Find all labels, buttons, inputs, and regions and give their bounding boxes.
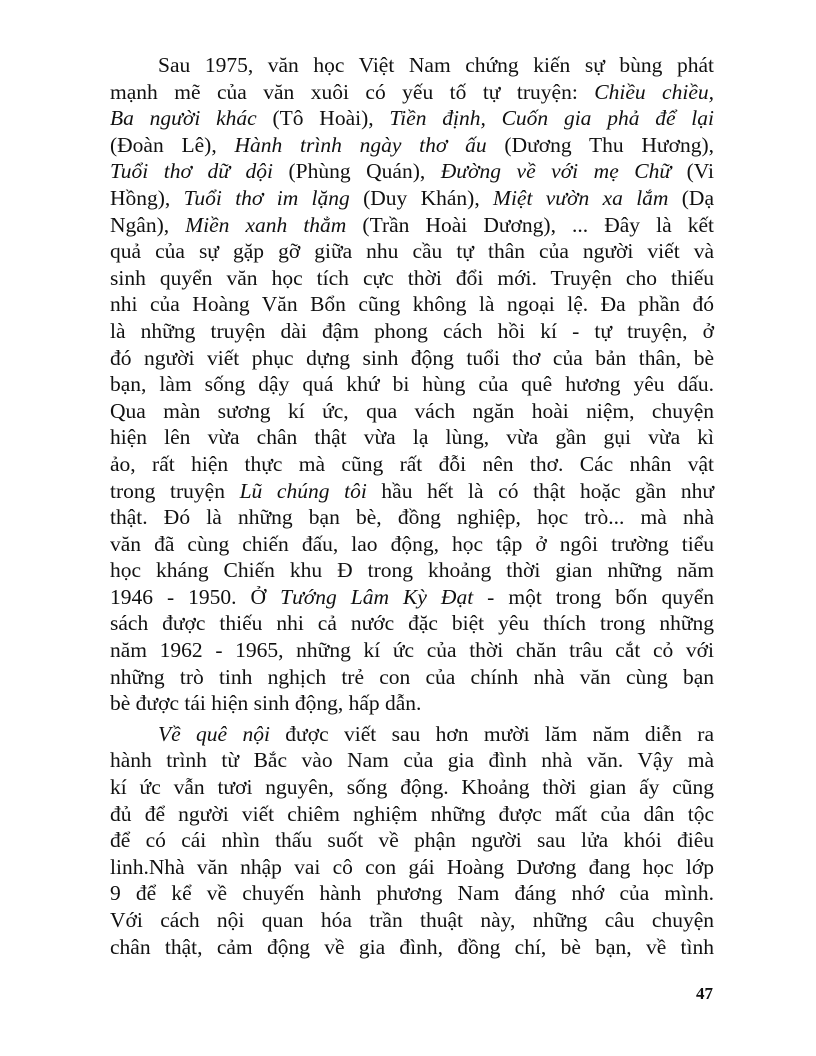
text-run: nhi của Hoàng Văn Bổn cũng không là ngoại lệ. Đa phần đó xyxy=(110,292,714,317)
text-run: Sau 1975, văn học Việt Nam chứng kiến sự bùng phát xyxy=(158,53,714,77)
italic-title: Miền xanh thẳm xyxy=(185,212,347,237)
text-line xyxy=(110,774,714,801)
text-run: chân thật, cảm động về gia đình, đồng chí, bè bạn, về tình xyxy=(110,934,714,959)
text-run: (Tô Hoài), xyxy=(256,106,390,131)
text-line xyxy=(110,318,714,345)
text-run: sinh quyển văn học tích cực thời đổi mới. Truyện cho thiếu xyxy=(110,265,714,290)
text-run: (Trần Hoài Dương), ... Đây là kết xyxy=(346,212,714,237)
text-line xyxy=(110,637,714,664)
italic-title: Về quê nội xyxy=(158,721,270,746)
text-run: - một trong bốn quyển xyxy=(473,584,714,609)
text-run: Hồng), xyxy=(110,185,184,210)
italic-title: Chiều chiều, xyxy=(594,79,714,104)
text-line xyxy=(110,531,714,558)
page-number: 47 xyxy=(696,984,713,1003)
text-line xyxy=(110,291,714,318)
text-line xyxy=(110,610,714,637)
italic-title: Tiền định, Cuốn gia phả để lại xyxy=(389,106,714,131)
text-run: sách được thiếu nhi cả nước đặc biệt yêu thích trong những xyxy=(110,611,714,636)
text-line xyxy=(110,158,714,185)
text-run: những trò tinh nghịch trẻ con của chính nhà văn cùng bạn xyxy=(110,664,714,689)
text-line xyxy=(110,478,714,505)
text-run: Ngân), xyxy=(110,212,186,237)
text-run: (Dương Thu Hương), xyxy=(486,132,714,157)
text-run: (Duy Khán), xyxy=(349,185,494,210)
text-line xyxy=(110,424,714,451)
text-line xyxy=(110,880,714,907)
text-line xyxy=(110,907,714,934)
text-run: để có cái nhìn thấu suốt về phận người sau lửa khói điêu xyxy=(110,828,714,853)
text-line xyxy=(110,854,714,881)
text-run: Qua màn sương kí ức, qua vách ngăn hoài niệm, chuyện xyxy=(110,398,714,423)
text-run: mạnh mẽ của văn xuôi có yếu tố tự truyện: xyxy=(110,79,595,104)
italic-title: Tướng Lâm Kỳ Đạt xyxy=(280,584,474,609)
text-line xyxy=(110,504,714,531)
text-run: hiện lên vừa chân thật vừa lạ lùng, vừa gần gụi vừa kì xyxy=(110,425,714,450)
text-run: bạn, làm sống dậy quá khứ bi hùng của quê hương yêu dấu. xyxy=(110,372,714,397)
italic-title: Hành trình ngày thơ ấu xyxy=(234,132,487,157)
text-run: Với cách nội quan hóa trần thuật này, những câu chuyện xyxy=(110,908,714,932)
text-run: (Phùng Quán), xyxy=(272,159,441,184)
text-line xyxy=(110,79,714,106)
italic-title: Tuổi thơ dữ dội xyxy=(110,159,273,184)
text-line xyxy=(110,185,714,212)
text-run: linh.Nhà văn nhập vai cô con gái Hoàng Dương đang học lớp xyxy=(110,854,714,879)
text-run: thật. Đó là những bạn bè, đồng nghiệp, học trò... mà nhà xyxy=(110,505,714,530)
text-run: năm 1962 - 1965, những kí ức của thời chăn trâu cắt cỏ với xyxy=(110,638,714,663)
text-run: hầu hết là có thật hoặc gần như xyxy=(366,478,714,503)
text-run: đủ để người viết chiêm nghiệm những được mất của dân tộc xyxy=(110,801,714,826)
text-line xyxy=(110,690,714,717)
paragraph xyxy=(110,721,714,960)
text-line xyxy=(110,265,714,292)
text-line xyxy=(110,664,714,691)
italic-title: Đường về với mẹ Chữ xyxy=(440,159,672,184)
text-run: đó người viết phục dựng sinh động tuổi thơ của bản thân, bè xyxy=(110,345,714,370)
paragraph xyxy=(110,52,714,717)
italic-title: Miệt vườn xa lắm xyxy=(493,185,669,210)
text-line xyxy=(110,132,714,159)
text-line xyxy=(110,345,714,372)
text-run: học kháng Chiến khu Đ trong khoảng thời gian những năm xyxy=(110,558,714,583)
text-line xyxy=(110,238,714,265)
text-line xyxy=(110,451,714,478)
text-line xyxy=(110,371,714,398)
text-run: văn đã cùng chiến đấu, lao động, học tập ở ngôi trường tiểu xyxy=(110,531,714,556)
text-run: ảo, rất hiện thực mà cũng rất đỗi nên thơ. Các nhân vật xyxy=(110,451,714,476)
text-run: 9 để kể về chuyến hành phương Nam đáng nhớ của mình. xyxy=(110,881,714,906)
text-line xyxy=(110,934,714,961)
text-line xyxy=(110,398,714,425)
text-line xyxy=(110,827,714,854)
text-run: quả của sự gặp gỡ giữa nhu cầu tự thân của người viết và xyxy=(110,239,714,264)
text-run: là những truyện dài đậm phong cách hồi kí - tự truyện, ở xyxy=(110,318,714,343)
text-run: (Vi xyxy=(671,159,714,184)
text-line xyxy=(110,721,714,748)
page-body xyxy=(110,52,714,960)
text-line xyxy=(110,105,714,132)
text-run: bè được tái hiện sinh động, hấp dẫn. xyxy=(110,691,422,716)
text-run: (Dạ xyxy=(668,185,715,210)
italic-title: Ba người khác xyxy=(110,106,257,131)
text-line xyxy=(110,747,714,774)
text-line xyxy=(110,584,714,611)
text-run: 1946 - 1950. Ở xyxy=(110,584,281,609)
text-line xyxy=(110,801,714,828)
text-run: (Đoàn Lê), xyxy=(110,132,235,157)
text-line xyxy=(110,212,714,239)
text-run: kí ức vẫn tươi nguyên, sống động. Khoảng thời gian ấy cũng xyxy=(110,775,714,800)
text-run: hành trình từ Bắc vào Nam của gia đình nhà văn. Vậy mà xyxy=(110,748,714,773)
text-line xyxy=(110,557,714,584)
text-run: được viết sau hơn mười lăm năm diễn ra xyxy=(269,721,714,746)
text-run: trong truyện xyxy=(110,478,240,503)
italic-title: Tuổi thơ im lặng xyxy=(183,185,350,210)
text-line xyxy=(110,52,714,79)
italic-title: Lũ chúng tôi xyxy=(239,478,367,503)
